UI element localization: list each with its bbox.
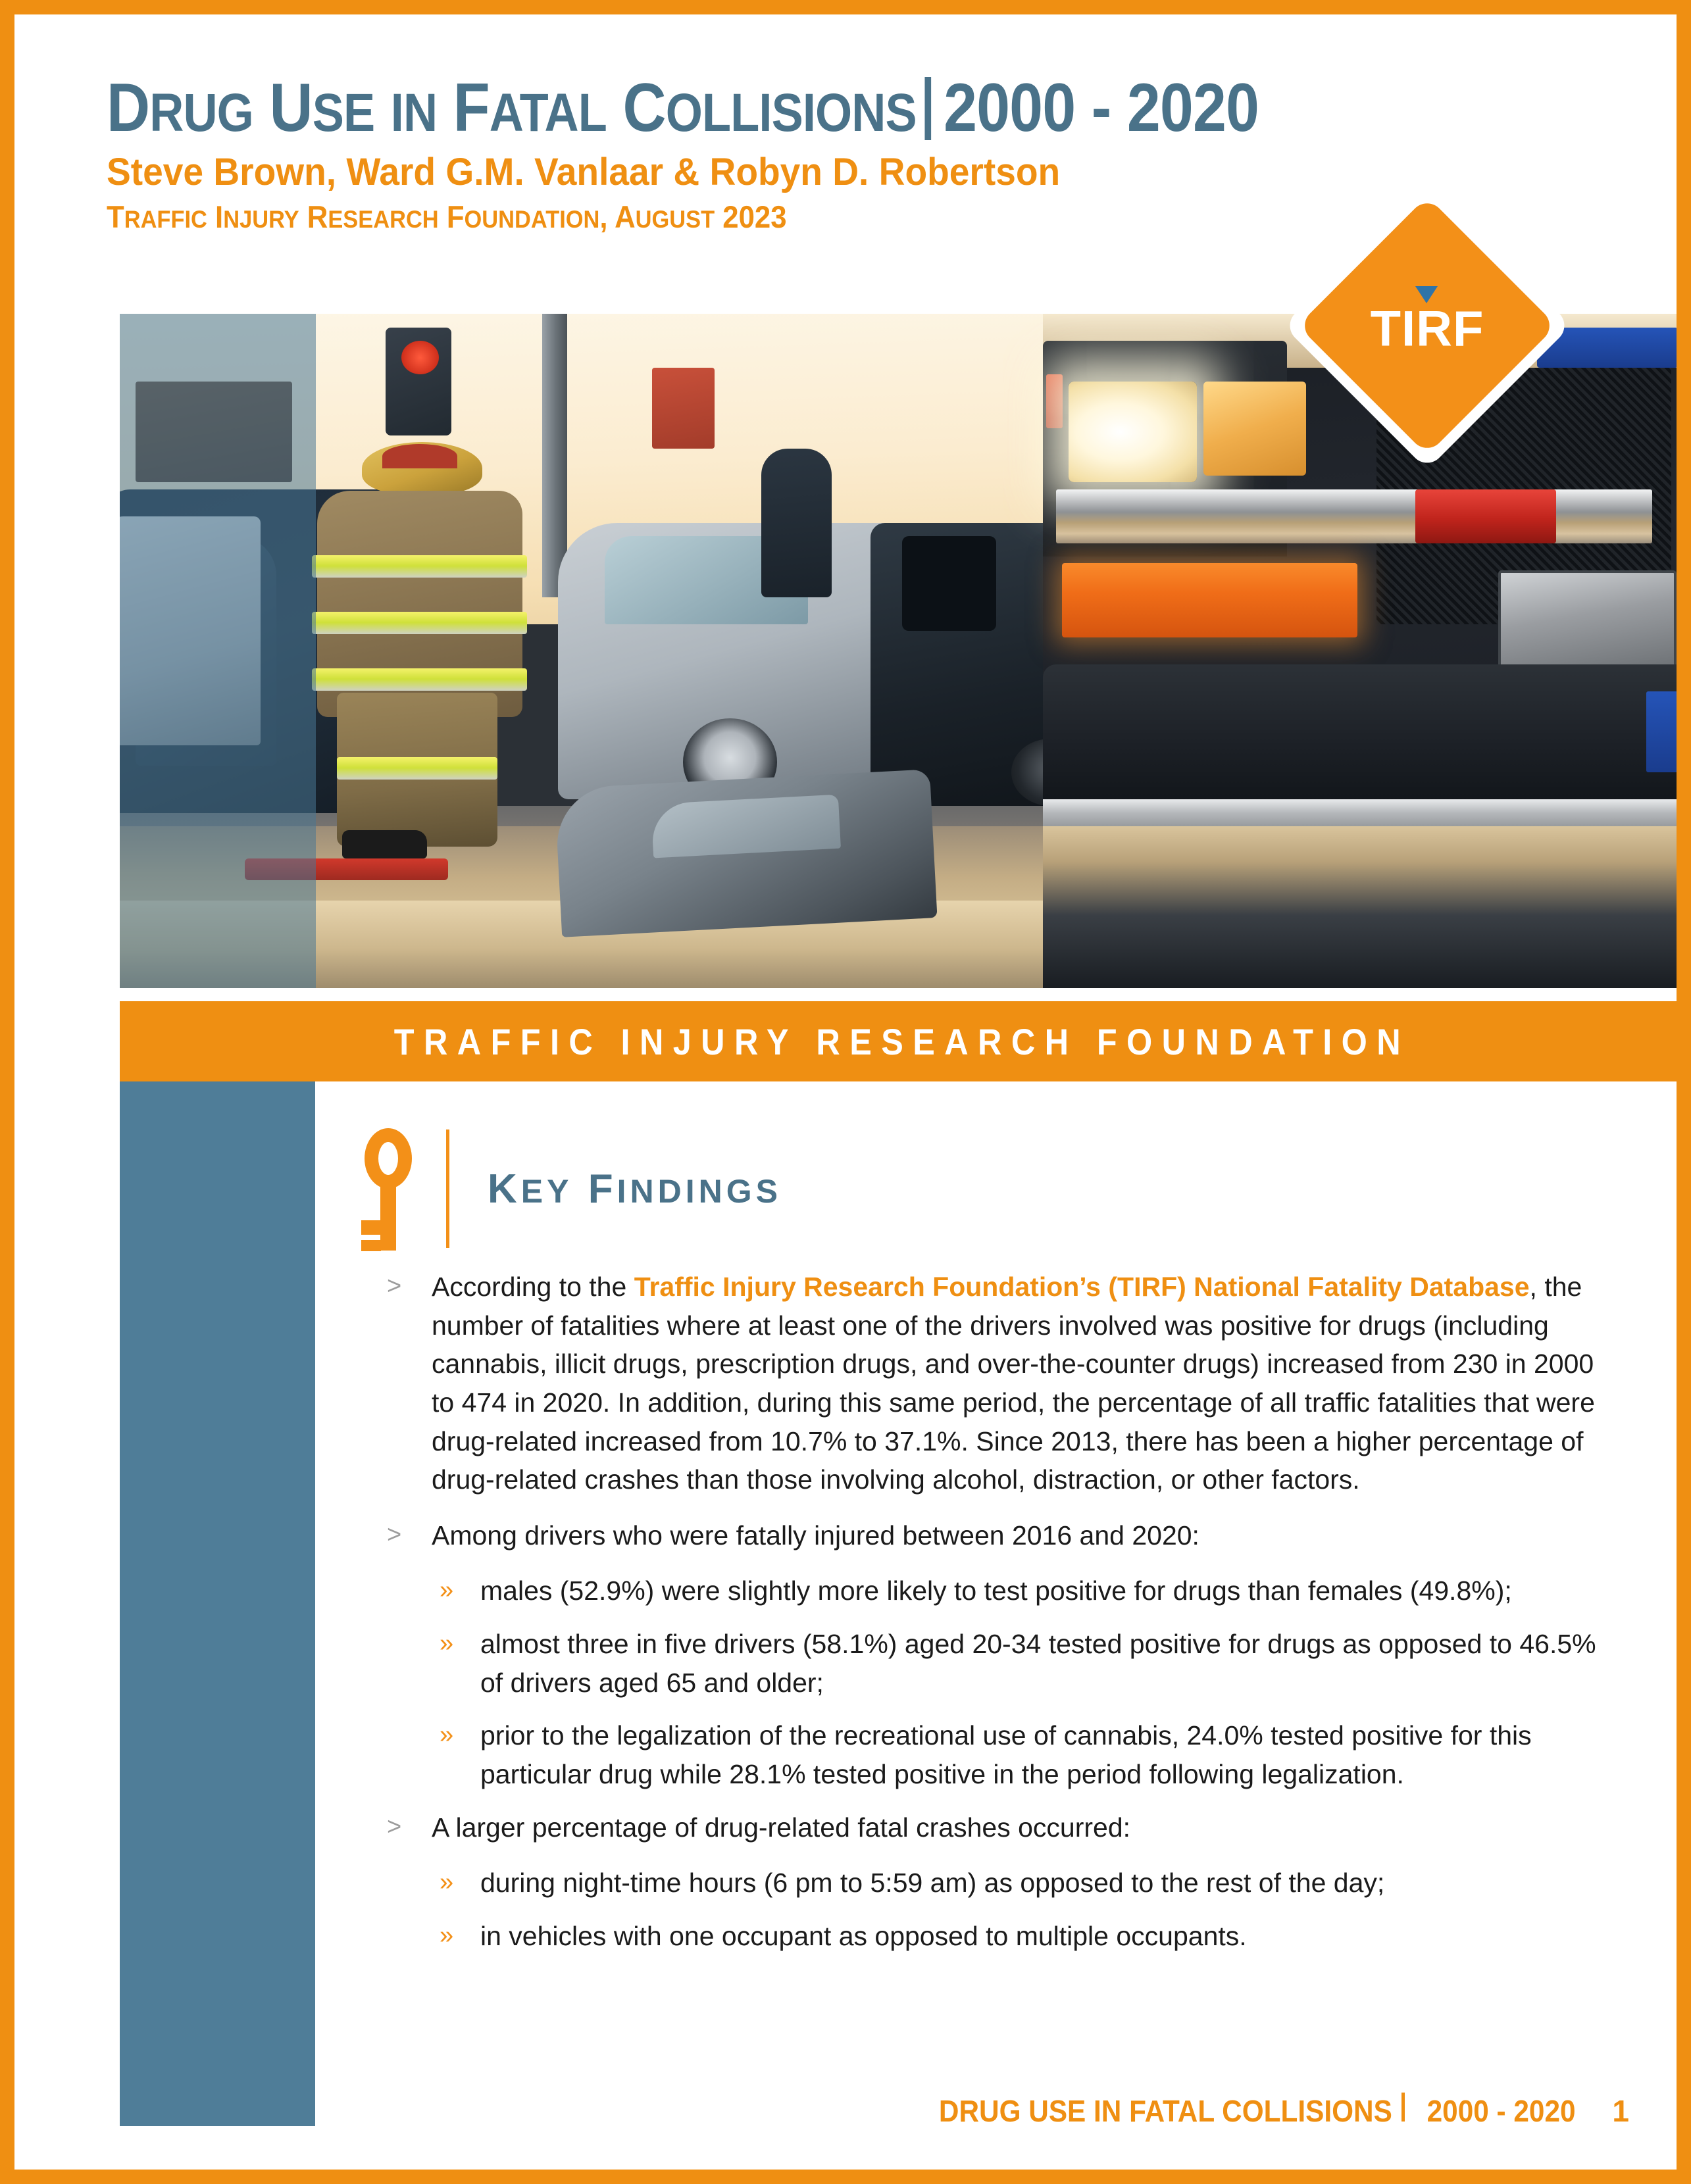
title-years-text: 2000 - 2020 bbox=[944, 70, 1259, 146]
photo-reflective-stripe bbox=[312, 612, 527, 634]
finding-text: almost three in five drivers (58.1%) aged 20-34 tested positive for drugs as opposed to 46.5% of drivers aged 65 and older; bbox=[480, 1629, 1596, 1698]
photo-truck-headlight bbox=[1069, 382, 1197, 483]
finding-text-after: , the number of fatalities where at least one of the drivers involved was positive for drugs (including cannabis, illicit drugs, prescription drugs, and over-the-counter drugs) increased from 230 in 2000 to 474 in 2020. In addition, during this same period, the percentage of all traffic fatalities that were drug-related increased from 10.7% to 37.1%. Since 2013, there has been a higher percentage of drug-related crashes than those involving alcohol, distraction, or other factors. bbox=[432, 1272, 1595, 1495]
photo-open-door-glass bbox=[902, 536, 996, 631]
photo-signal-red-lamp bbox=[401, 341, 439, 374]
finding-text-before: According to the bbox=[432, 1272, 634, 1302]
bullet-marker-double-chevron: » bbox=[440, 1576, 454, 1604]
footer-years: 2000 - 2020 bbox=[1426, 2094, 1576, 2128]
photo-firefighter bbox=[292, 442, 542, 847]
bullet-marker-chevron: > bbox=[387, 1812, 402, 1841]
key-icon-shaft bbox=[380, 1179, 396, 1251]
bullet-marker-chevron: > bbox=[387, 1272, 402, 1300]
organization-banner bbox=[120, 1001, 1677, 1081]
list-item bbox=[380, 1516, 1601, 1555]
finding-text: Among drivers who were fatally injured between 2016 and 2020: bbox=[432, 1520, 1199, 1551]
authors-line: Steve Brown, Ward G.M. Vanlaar & Robyn D. Robertson bbox=[107, 151, 1061, 193]
photo-blue-tint-overlay bbox=[120, 314, 316, 988]
list-item bbox=[380, 1808, 1601, 1847]
organization-banner-text: TRAFFIC INJURY RESEARCH FOUNDATION bbox=[393, 1020, 1411, 1062]
bullet-marker-double-chevron: » bbox=[440, 1629, 454, 1657]
photo-red-sign bbox=[652, 368, 715, 449]
photo-firefighter-boot bbox=[342, 830, 427, 858]
page-title bbox=[107, 70, 1415, 146]
title-main-text: DRUG USE IN FATAL COLLISIONS bbox=[107, 70, 917, 146]
photo-truck-turn-signal bbox=[1062, 563, 1357, 637]
list-item bbox=[429, 1917, 1601, 1956]
page-number: 1 bbox=[1612, 2094, 1629, 2128]
footer-divider-bar bbox=[1401, 2093, 1405, 2122]
key-icon-tooth bbox=[361, 1220, 381, 1235]
photo-reflective-stripe bbox=[337, 757, 497, 780]
photo-truck-license-plate bbox=[1498, 570, 1677, 670]
page-inner bbox=[14, 14, 1677, 2170]
organization-date-line: TRAFFIC INJURY RESEARCH FOUNDATION, AUGUST 2023 bbox=[107, 199, 787, 234]
photo-truck-side-marker bbox=[1046, 374, 1063, 428]
finding-highlight: Traffic Injury Research Foundation’s (TIRF) National Fatality Database bbox=[634, 1272, 1530, 1302]
photo-truck-taillight bbox=[1415, 489, 1556, 543]
key-icon-tooth bbox=[361, 1240, 381, 1251]
photo-firefighter-helmet-crest bbox=[382, 444, 457, 468]
title-divider-bar bbox=[924, 77, 931, 140]
left-sidebar-rail bbox=[120, 1081, 315, 2126]
finding-text: males (52.9%) were slightly more likely to test positive for drugs than females (49.8%); bbox=[480, 1576, 1512, 1606]
tirf-logo-text: TIRF bbox=[1370, 301, 1484, 357]
photo-reflective-stripe bbox=[312, 555, 527, 578]
section-divider-line bbox=[446, 1129, 449, 1248]
photo-bystander bbox=[761, 449, 832, 597]
section-heading: KEY FINDINGS bbox=[488, 1166, 782, 1212]
tirf-logo bbox=[1325, 224, 1529, 428]
footer-title: DRUG USE IN FATAL COLLISIONS bbox=[938, 2094, 1392, 2128]
bullet-marker-double-chevron: » bbox=[440, 1921, 454, 1949]
page-footer bbox=[899, 2093, 1629, 2129]
photo-utility-pole bbox=[542, 314, 567, 597]
photo-truck-blue-decal-lower bbox=[1646, 691, 1677, 772]
photo-truck-bumper bbox=[1043, 664, 1677, 813]
list-item bbox=[380, 1268, 1601, 1499]
list-item bbox=[429, 1716, 1601, 1793]
finding-text: A larger percentage of drug-related fatal crashes occurred: bbox=[432, 1812, 1131, 1843]
bullet-marker-chevron: > bbox=[387, 1520, 402, 1549]
list-item bbox=[429, 1864, 1601, 1902]
finding-text: in vehicles with one occupant as opposed to multiple occupants. bbox=[480, 1920, 1247, 1951]
title-block bbox=[107, 70, 1594, 234]
photo-truck-bumper-lower bbox=[1043, 826, 1677, 988]
list-item bbox=[429, 1572, 1601, 1610]
key-findings-list bbox=[380, 1268, 1601, 1970]
photo-truck-amber-lamp bbox=[1203, 382, 1306, 476]
photo-reflective-stripe bbox=[312, 668, 527, 691]
key-icon bbox=[357, 1123, 420, 1254]
key-findings-header bbox=[357, 1120, 782, 1258]
finding-text: during night-time hours (6 pm to 5:59 am) as opposed to the rest of the day; bbox=[480, 1868, 1385, 1899]
list-item bbox=[429, 1625, 1601, 1702]
finding-text: prior to the legalization of the recreational use of cannabis, 24.0% tested positive for this particular drug while 28.1% tested positive in the period following legalization. bbox=[480, 1720, 1532, 1789]
photo-truck-chrome-trim bbox=[1056, 489, 1653, 543]
photo-detached-door-window bbox=[651, 795, 841, 858]
bullet-marker-double-chevron: » bbox=[440, 1721, 454, 1749]
bullet-marker-double-chevron: » bbox=[440, 1868, 454, 1897]
